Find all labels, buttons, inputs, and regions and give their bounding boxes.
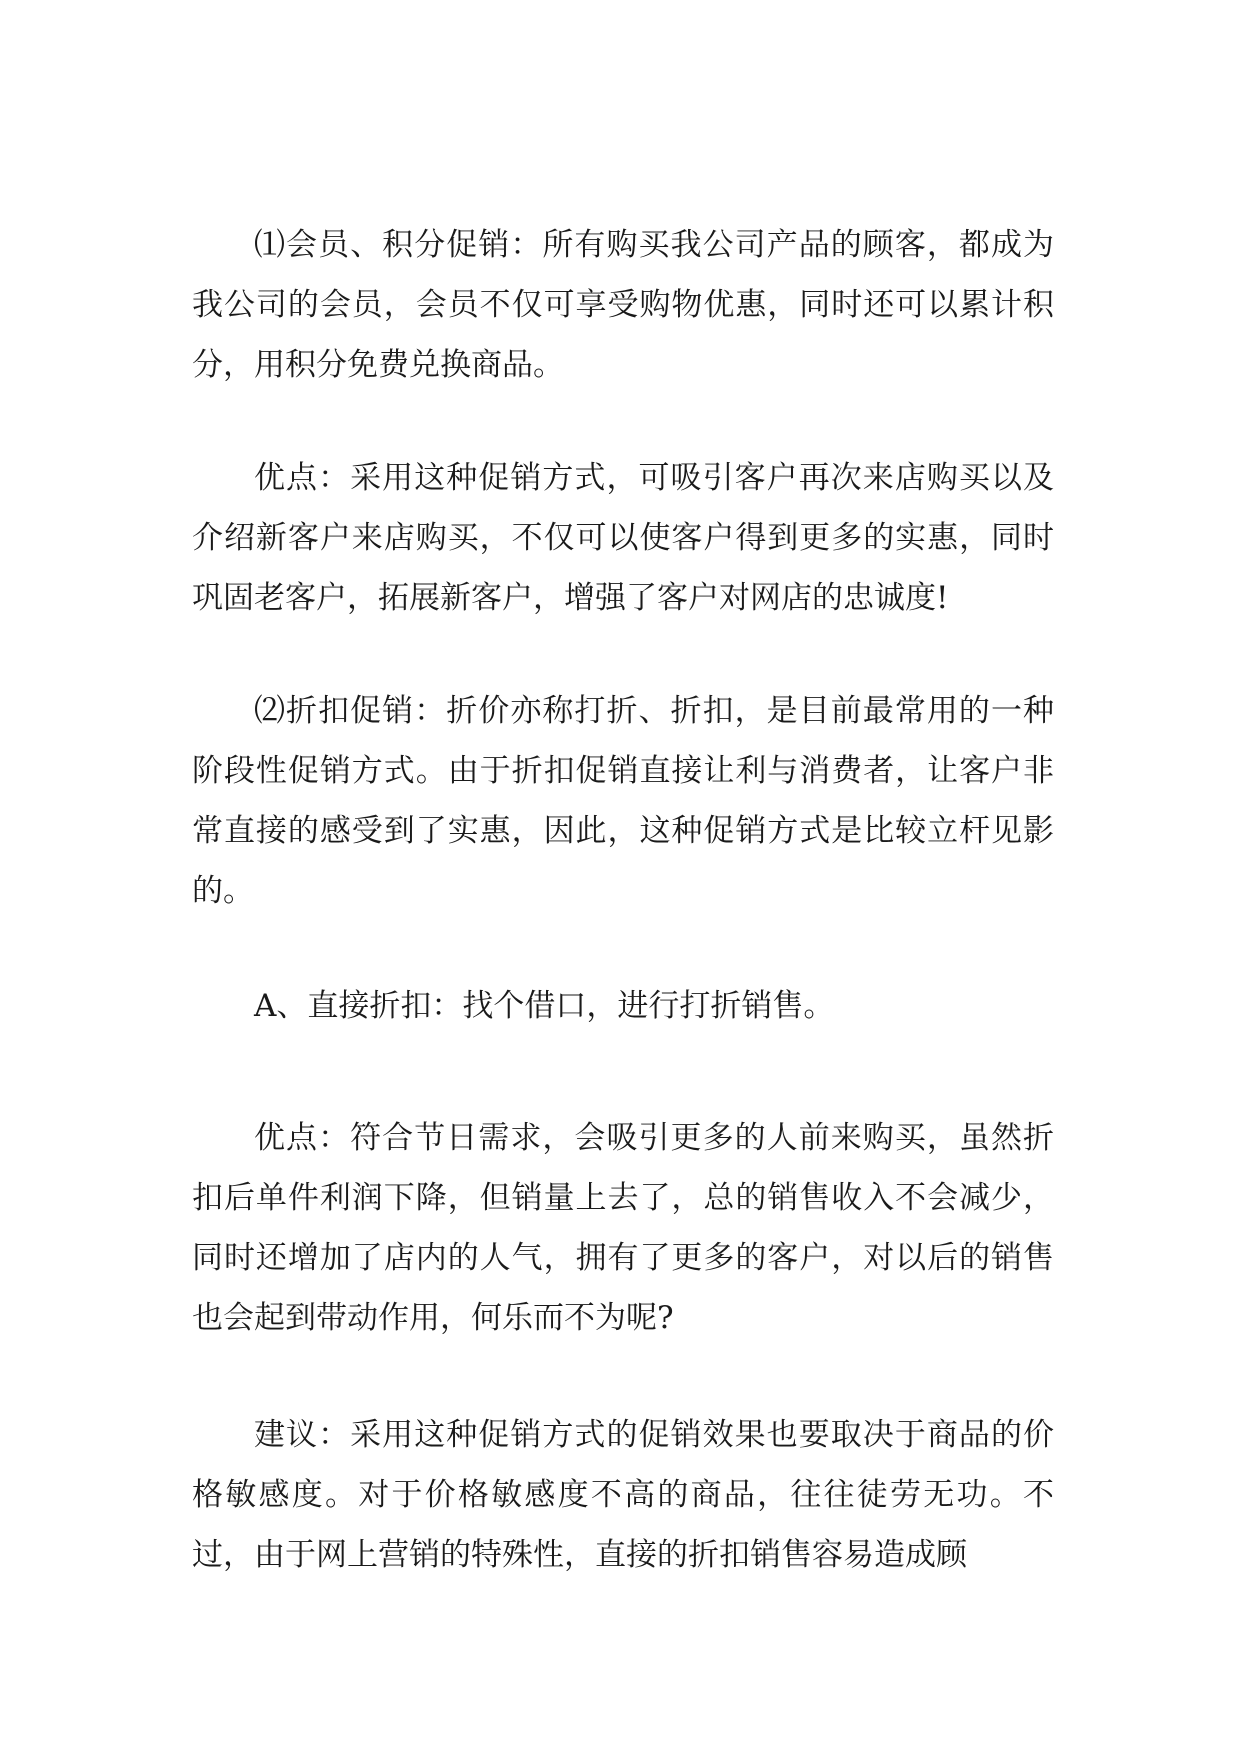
paragraph-member-points-advantages: 优点：采用这种促销方式，可吸引客户再次来店购买以及介绍新客户来店购买，不仅可以使客户得到更多的实惠，同时巩固老客户，拓展新客户，增强了客户对网店的忠诚度! <box>192 460 1054 616</box>
paragraph-direct-discount: A、直接折扣：找个借口，进行打折销售。 <box>254 988 835 1024</box>
paragraph-direct-discount-advantages: 优点：符合节日需求，会吸引更多的人前来购买，虽然折扣后单件利润下降，但销量上去了，总的销售收入不会减少，同时还增加了店内的人气，拥有了更多的客户，对以后的销售也会起到带动作用，何乐而不为呢? <box>192 1120 1054 1336</box>
paragraph-member-points-promotion: ⑴会员、积分促销：所有购买我公司产品的顾客，都成为我公司的会员，会员不仅可享受购物优惠，同时还可以累计积分，用积分免费兑换商品。 <box>192 227 1054 383</box>
paragraph-discount-promotion: ⑵折扣促销：折价亦称打折、折扣，是目前最常用的一种阶段性促销方式。由于折扣促销直接让利与消费者，让客户非常直接的感受到了实惠，因此，这种促销方式是比较立杆见影的。 <box>192 693 1054 909</box>
paragraph-direct-discount-suggestion: 建议：采用这种促销方式的促销效果也要取决于商品的价格敏感度。对于价格敏感度不高的商品，往往徒劳无功。不过，由于网上营销的特殊性，直接的折扣销售容易造成顾 <box>192 1417 1054 1573</box>
